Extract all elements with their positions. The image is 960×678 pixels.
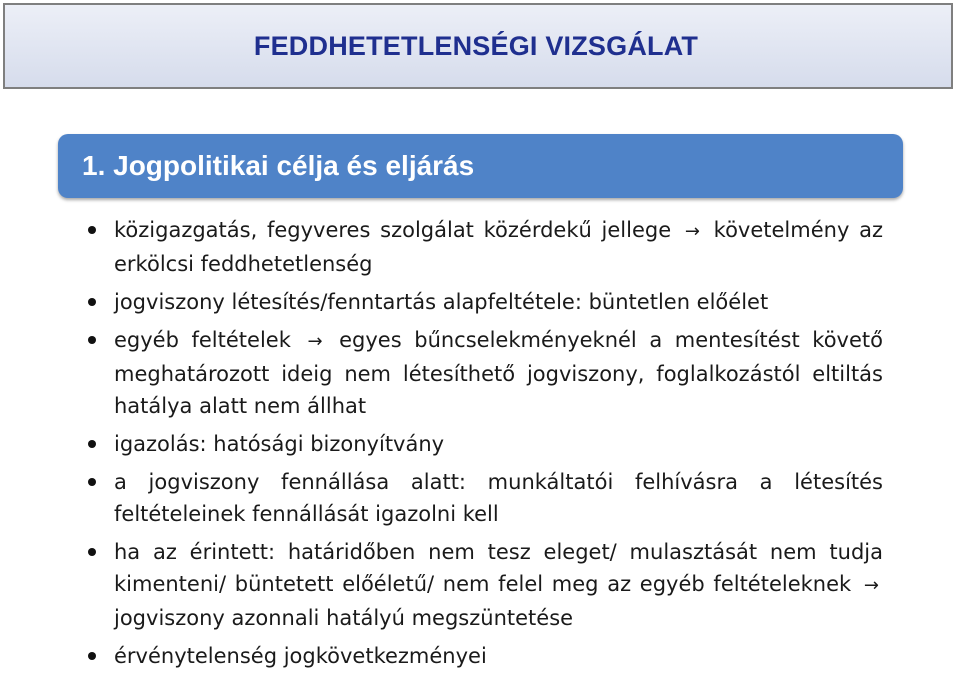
bullet-dot-icon (88, 440, 96, 448)
bullet-text: egyéb feltételek (114, 328, 291, 352)
bullet-item-1 (86, 214, 883, 280)
arrow-right-icon: → (307, 331, 323, 352)
bullet-item-3 (86, 324, 883, 422)
bullet-dot-icon (88, 336, 96, 344)
bullet-text: a jogviszony fennállása alatt: munkáltatói felhívásra a létesítés feltételeinek fennállását igazolni kell (114, 470, 883, 526)
bullet-item-2 (86, 286, 883, 318)
bullet-dot-icon (88, 652, 96, 660)
arrow-right-icon: → (684, 221, 700, 242)
bullet-text: érvénytelenség jogkövetkezményei (114, 644, 487, 668)
bullet-text-continued: egyes bűncselekményeknél a mentesítést követő meghatározott ideig nem létesíthető jogviszony, foglalkozástól eltiltás hatálya alatt nem állhat (114, 328, 883, 418)
bullet-text-continued: jogviszony azonnali hatályú megszüntetése (114, 606, 574, 630)
bullet-item-7 (86, 640, 883, 672)
bullet-item-4 (86, 428, 883, 460)
bullet-text: ha az érintett: határidőben nem tesz eleget/ mulasztását nem tudja kimenteni/ büntetett előéletű/ nem felel meg az egyéb feltételeknek (114, 540, 883, 596)
bullet-text-continued: követelmény az erkölcsi feddhetetlenség (114, 218, 883, 276)
bullet-item-5 (86, 466, 883, 530)
bullet-dot-icon (88, 478, 96, 486)
section-heading: 1. Jogpolitikai célja és eljárás (82, 150, 475, 181)
bullet-dot-icon (88, 226, 96, 234)
bullet-text: igazolás: hatósági bizonyítvány (114, 432, 445, 456)
section-heading-bar (58, 134, 903, 198)
slide-title-box (3, 3, 953, 89)
arrow-right-icon: → (863, 575, 880, 596)
bullet-list (86, 214, 883, 678)
bullet-text: jogviszony létesítés/fenntartás alapfeltétele: büntetlen előélet (114, 290, 769, 314)
bullet-item-6 (86, 536, 883, 634)
bullet-text: közigazgatás, fegyveres szolgálat közérdekű jellege (114, 218, 672, 242)
slide-title: FEDDHETETLENSÉGI VIZSGÁLAT (253, 30, 699, 61)
bullet-dot-icon (88, 298, 96, 306)
bullet-dot-icon (88, 548, 96, 556)
